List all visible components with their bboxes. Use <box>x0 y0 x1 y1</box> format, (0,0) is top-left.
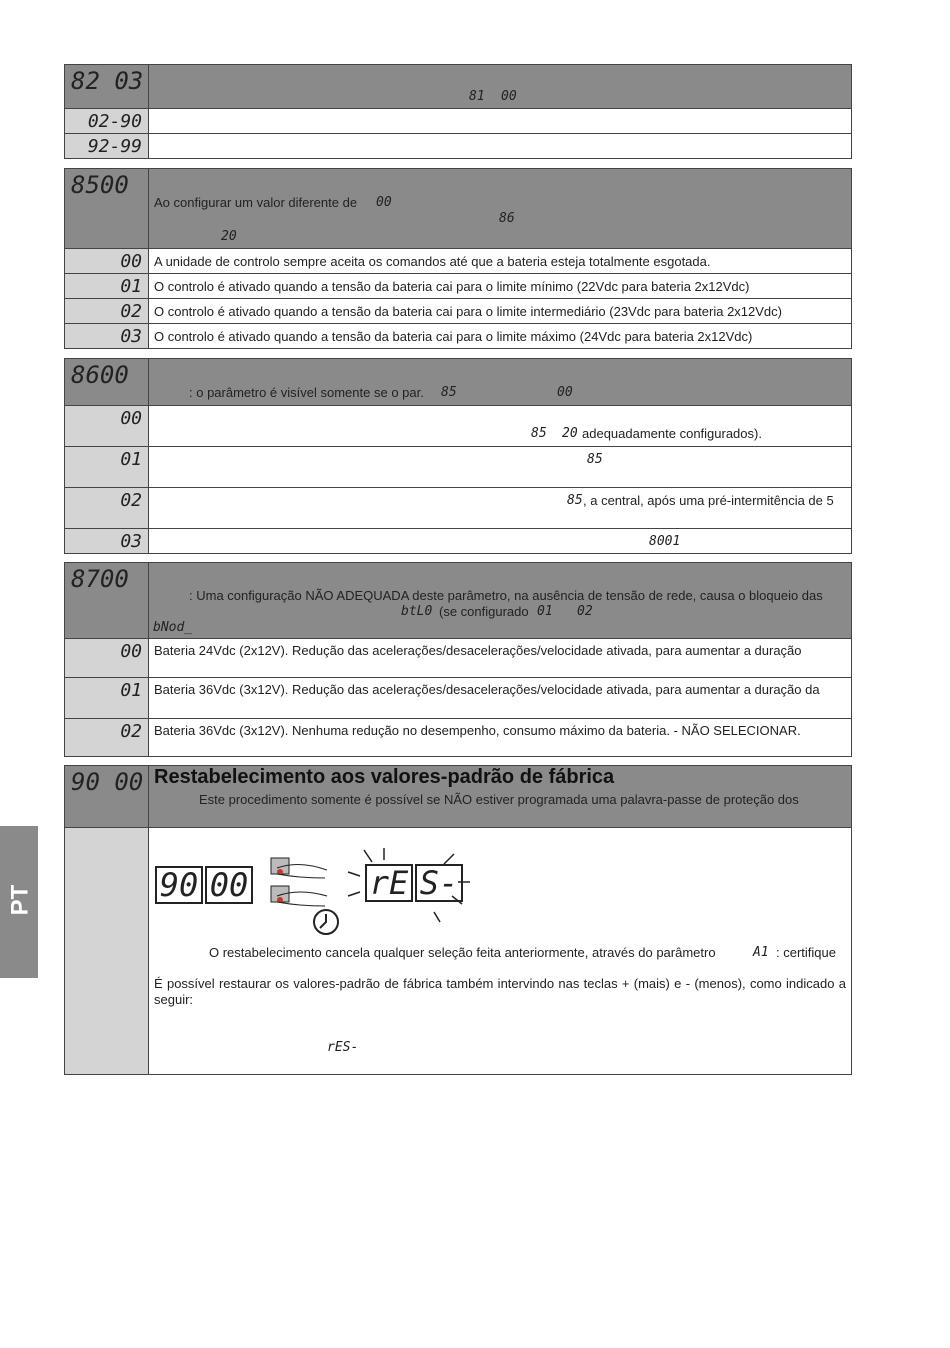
table-row <box>65 323 851 348</box>
inline-code: 00 <box>376 195 392 210</box>
inline-code: 02 <box>577 604 593 619</box>
header-text: : Uma configuração NÃO ADEQUADA deste parâmetro, na ausência de tensão de rede, causa o bloqueio das <box>189 588 823 603</box>
param-code: 90 00 <box>65 766 149 827</box>
row-code: 02-90 <box>65 109 149 133</box>
inline-code: 00 <box>557 385 573 400</box>
language-label: PT <box>6 884 34 916</box>
inline-code: 81 <box>469 89 485 104</box>
table-row <box>65 718 851 756</box>
language-tab <box>0 826 38 978</box>
row-code: 01 <box>65 274 149 298</box>
param-code: 8500 <box>65 169 149 248</box>
row-desc: O controlo é ativado quando a tensão da bateria cai para o limite máximo (24Vdc para bateria 2x12Vdc) <box>154 329 753 344</box>
row-code: 02 <box>65 719 149 756</box>
inline-code: 01 <box>537 604 553 619</box>
param-code: 8700 <box>65 563 149 638</box>
table-param-86 <box>64 358 852 554</box>
table-param-82 <box>64 64 852 159</box>
row-desc <box>149 828 851 1074</box>
table-row <box>65 133 851 158</box>
inline-code: 85 <box>531 426 547 441</box>
table-row <box>65 487 851 528</box>
table-param-90 <box>64 765 852 1075</box>
table-row <box>65 677 851 718</box>
row-desc <box>149 109 851 133</box>
inline-code: 85 <box>587 452 603 467</box>
inline-code: 86 <box>499 211 515 226</box>
row-desc: A unidade de controlo sempre aceita os comandos até que a bateria esteja totalmente esgotada. <box>154 254 711 269</box>
row-desc <box>149 134 851 158</box>
table-row <box>65 108 851 133</box>
inline-code: 85 <box>441 385 457 400</box>
row-code: 02 <box>65 488 149 528</box>
table-row <box>65 248 851 273</box>
table-header <box>65 359 851 405</box>
table-row <box>65 528 851 553</box>
header-text: : o parâmetro é visível somente se o par. <box>189 385 424 400</box>
row-desc: O controlo é ativado quando a tensão da bateria cai para o limite mínimo (22Vdc para bateria 2x12Vdc) <box>154 279 750 294</box>
row-desc: Bateria 36Vdc (3x12V). Nenhuma redução no desempenho, consumo máximo da bateria. - NÃO SELECIONAR. <box>154 723 801 738</box>
row-code: 00 <box>65 249 149 273</box>
row-desc: O controlo é ativado quando a tensão da bateria cai para o limite intermediário (23Vdc para bateria 2x12Vdc) <box>154 304 782 319</box>
header-text: (se configurado <box>439 604 529 619</box>
header-desc <box>149 65 851 108</box>
row-text: , a central, após uma pré-intermitência de 5 <box>583 493 834 508</box>
header-text: Ao configurar um valor diferente de <box>154 195 358 210</box>
table-header <box>65 169 851 248</box>
table-row <box>65 827 851 1074</box>
row-code: 00 <box>65 639 149 677</box>
row-code <box>65 828 149 1074</box>
row-desc: Bateria 36Vdc (3x12V). Redução das acelerações/desacelerações/velocidade ativada, para aumentar a duração da <box>154 682 820 697</box>
table-row <box>65 273 851 298</box>
table-header <box>65 563 851 638</box>
row-code: 03 <box>65 529 149 553</box>
table-header <box>65 766 851 827</box>
param-code: 82 03 <box>65 65 149 108</box>
table-row <box>65 405 851 446</box>
inline-code: A1 <box>753 945 769 960</box>
row-code: 92-99 <box>65 134 149 158</box>
inline-code: 85 <box>567 493 583 508</box>
header-desc <box>149 359 851 405</box>
row-code: 01 <box>65 447 149 487</box>
row-desc <box>149 529 851 553</box>
note-text: O restabelecimento cancela qualquer seleção feita anteriormente, através do parâmetro <box>209 945 716 960</box>
inline-code: 20 <box>221 229 237 244</box>
header-desc <box>149 169 851 248</box>
row-desc: Bateria 24Vdc (2x12V). Redução das acelerações/desacelerações/velocidade ativada, para aumentar a duração <box>154 643 802 658</box>
row-desc <box>149 488 851 528</box>
row-code: 00 <box>65 406 149 446</box>
section-subtitle: Este procedimento somente é possível se NÃO estiver programada uma palavra-passe de proteção dos <box>199 792 799 807</box>
row-desc <box>149 447 851 487</box>
header-desc <box>149 766 851 827</box>
inline-code: 8001 <box>649 534 681 549</box>
inline-code: btL0 <box>401 604 433 619</box>
table-param-87 <box>64 562 852 757</box>
display-digits: 00 <box>205 866 253 904</box>
row-desc <box>149 406 851 446</box>
display-res: rE <box>365 864 413 902</box>
note-text: : certifique <box>776 945 836 960</box>
inline-code: 00 <box>501 89 517 104</box>
display-digits: 90 <box>155 866 203 904</box>
table-row <box>65 446 851 487</box>
row-code: 01 <box>65 678 149 718</box>
table-row <box>65 298 851 323</box>
table-row <box>65 638 851 677</box>
note-text: É possível restaurar os valores-padrão de fábrica também intervindo nas teclas + (mais) e - (menos), como indicado a seguir: <box>154 976 846 1007</box>
clock-icon <box>312 908 340 940</box>
row-code: 03 <box>65 324 149 348</box>
inline-code: 20 <box>562 426 578 441</box>
row-text: adequadamente configurados). <box>582 426 762 441</box>
table-header <box>65 65 851 108</box>
header-desc <box>149 563 851 638</box>
inline-code: bNod_ <box>153 620 193 635</box>
section-title: Restabelecimento aos valores-padrão de fábrica <box>154 766 615 788</box>
inline-code: rES- <box>327 1040 359 1055</box>
param-code: 8600 <box>65 359 149 405</box>
row-code: 02 <box>65 299 149 323</box>
table-param-85 <box>64 168 852 349</box>
display-res: S- <box>415 864 463 902</box>
